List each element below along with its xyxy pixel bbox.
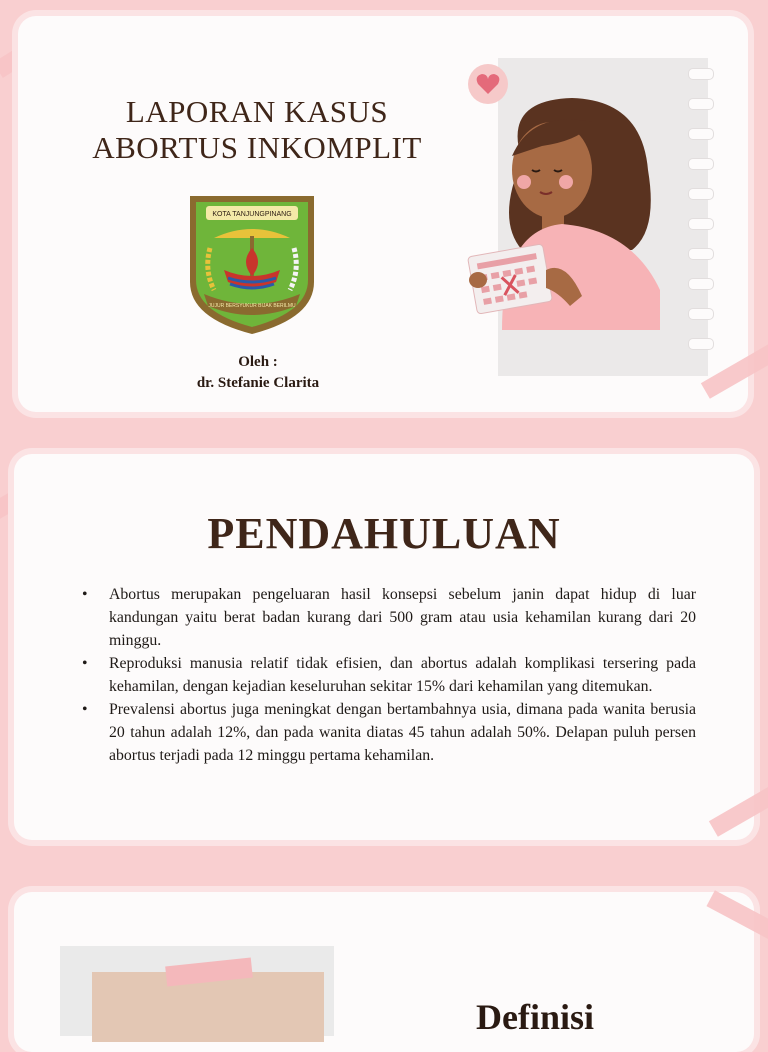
notebook-ring	[688, 98, 714, 110]
bullet-glyph: •	[82, 701, 88, 718]
list-item	[80, 652, 696, 698]
introduction-bullet-list	[80, 583, 696, 767]
author-block	[160, 352, 356, 394]
report-title	[60, 94, 454, 166]
bullet-glyph: •	[82, 586, 88, 603]
title-line-1: LAPORAN KASUS	[125, 94, 389, 129]
hands-photo	[92, 972, 324, 1042]
notebook-ring	[688, 218, 714, 230]
crest-banner-text: KOTA TANJUNGPINANG	[212, 211, 292, 218]
list-item-text: Reproduksi manusia relatif tidak efisien, dan abortus adalah komplikasi tersering pada kehamilan, dengan kejadian keseluruhan sekitar 15% dari kehamilan yang ditemukan.	[109, 655, 696, 695]
notebook-ring	[688, 248, 714, 260]
section-heading-definisi: Definisi	[476, 997, 595, 1037]
bullet-glyph: •	[82, 655, 88, 672]
heart-icon	[468, 64, 508, 104]
list-item	[80, 698, 696, 767]
notebook-ring	[688, 68, 714, 80]
notebook-ring	[688, 158, 714, 170]
notebook-ring	[688, 278, 714, 290]
notebook-ring	[688, 188, 714, 200]
list-item	[80, 583, 696, 652]
notebook-ring	[688, 338, 714, 350]
author-label: Oleh :	[238, 354, 278, 370]
section-heading-pendahuluan: PENDAHULUAN	[207, 509, 561, 558]
crest-motto-text: JUJUR BERSYUKUR BIJAK BERILMU	[208, 303, 296, 309]
notebook-ring	[688, 128, 714, 140]
notebook-ring	[688, 308, 714, 320]
woman-with-calendar-illustration	[462, 60, 672, 340]
title-line-2: ABORTUS INKOMPLIT	[92, 130, 422, 165]
list-item-text: Prevalensi abortus juga meningkat dengan bertambahnya usia, dimana pada wanita berusia 20 tahun adalah 12%, dan pada wanita diatas 45 tahun adalah 50%. Delapan puluh persen abortus terjadi pada 12 minggu pertama kehamilan.	[109, 701, 696, 764]
city-crest-logo	[184, 190, 320, 338]
list-item-text: Abortus merupakan pengeluaran hasil konsepsi sebelum janin dapat hidup di luar kandungan yaitu berat badan kurang dari 500 gram atau usia kehamilan kurang dari 20 minggu.	[109, 586, 696, 649]
author-name: dr. Stefanie Clarita	[196, 375, 320, 391]
